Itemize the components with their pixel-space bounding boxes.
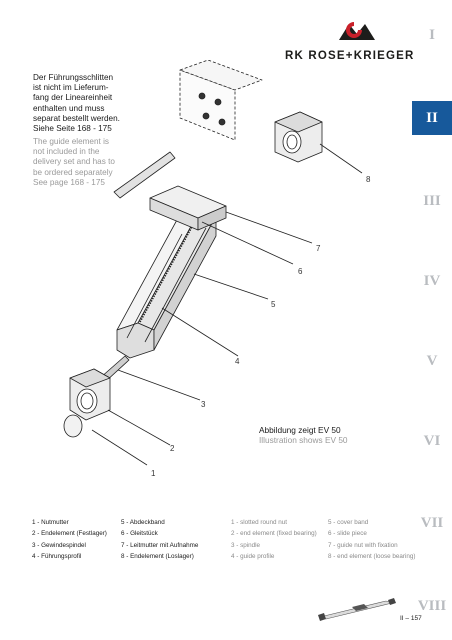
brand-name: RK ROSE+KRIEGER bbox=[285, 50, 415, 62]
legend-item: 7 - guide nut with fixation bbox=[328, 541, 398, 549]
legend-item: 8 - end element (loose bearing) bbox=[328, 552, 416, 560]
legend-en-right bbox=[328, 517, 416, 562]
legend-item: 2 - Endelement (Festlager) bbox=[32, 530, 107, 538]
callout-8: 8 bbox=[366, 175, 371, 184]
tab-chapter-3[interactable]: III bbox=[423, 193, 441, 209]
linear-unit-thumbnail bbox=[318, 597, 398, 621]
callout-6: 6 bbox=[298, 267, 303, 276]
legend-item: 4 - Führungsprofil bbox=[32, 552, 82, 560]
callout-5: 5 bbox=[271, 300, 276, 309]
callout-7: 7 bbox=[316, 244, 321, 253]
page-number: II – 157 bbox=[400, 615, 422, 622]
tab-chapter-6[interactable]: VI bbox=[423, 433, 441, 449]
legend-item: 5 - Abdeckband bbox=[121, 519, 165, 526]
legend-item: 4 - guide profile bbox=[231, 552, 275, 560]
note-en-line: be ordered separately bbox=[33, 167, 113, 177]
logo-mark-icon bbox=[337, 20, 377, 42]
legend-item: 6 - slide piece bbox=[328, 530, 367, 538]
callout-3: 3 bbox=[201, 400, 206, 409]
callout-4: 4 bbox=[235, 357, 240, 366]
legend-item: 7 - Leitmutter mit Aufnahme bbox=[121, 541, 199, 549]
note-de-line: ist nicht im Lieferum- bbox=[33, 83, 109, 93]
tab-chapter-8[interactable]: VIII bbox=[417, 598, 447, 614]
figure-caption bbox=[259, 425, 348, 445]
note-en-line: See page 168 - 175 bbox=[33, 177, 105, 187]
legend-item: 6 - Gleitstück bbox=[121, 530, 158, 538]
exploded-view-drawing bbox=[30, 60, 410, 500]
rk-rose-krieger-logo bbox=[285, 20, 425, 64]
legend-item: 2 - end element (fixed bearing) bbox=[231, 530, 317, 538]
note-en-line: delivery set and has to bbox=[33, 157, 115, 167]
legend-item: 8 - Endelement (Loslager) bbox=[121, 552, 194, 560]
note-de-line: Der Führungsschlitten bbox=[33, 73, 114, 82]
caption-german: Abbildung zeigt EV 50 bbox=[259, 425, 341, 435]
tab-chapter-2[interactable]: II bbox=[412, 101, 452, 135]
legend-item: 3 - Gewindespindel bbox=[32, 541, 86, 549]
note-en-line: not included in the bbox=[33, 147, 100, 157]
legend-de-left bbox=[32, 517, 107, 562]
caption-english: Illustration shows EV 50 bbox=[259, 435, 348, 445]
tab-chapter-4[interactable]: IV bbox=[423, 273, 441, 289]
legend-item: 3 - spindle bbox=[231, 541, 261, 549]
legend-item: 1 - slotted round nut bbox=[231, 519, 288, 526]
callout-1: 1 bbox=[151, 469, 156, 478]
note-de-line: fang der Lineareinheit bbox=[33, 93, 113, 103]
legend-de-right bbox=[121, 517, 198, 562]
tab-chapter-1[interactable]: I bbox=[429, 27, 435, 43]
note-en-line: The guide element is bbox=[33, 137, 110, 146]
note-de-line: separat bestellt werden. bbox=[33, 113, 120, 123]
tab-chapter-5[interactable]: V bbox=[426, 353, 438, 369]
legend-item: 5 - cover band bbox=[328, 519, 369, 526]
chapter-tabs bbox=[412, 14, 452, 640]
note-de-line: Siehe Seite 168 - 175 bbox=[33, 124, 112, 134]
note-de-line: enthalten und muss bbox=[33, 103, 105, 113]
legend-item: 1 - Nutmutter bbox=[32, 519, 69, 526]
tab-chapter-7[interactable]: VII bbox=[420, 515, 444, 531]
legend-en-left bbox=[231, 517, 317, 562]
callout-2: 2 bbox=[170, 444, 175, 453]
